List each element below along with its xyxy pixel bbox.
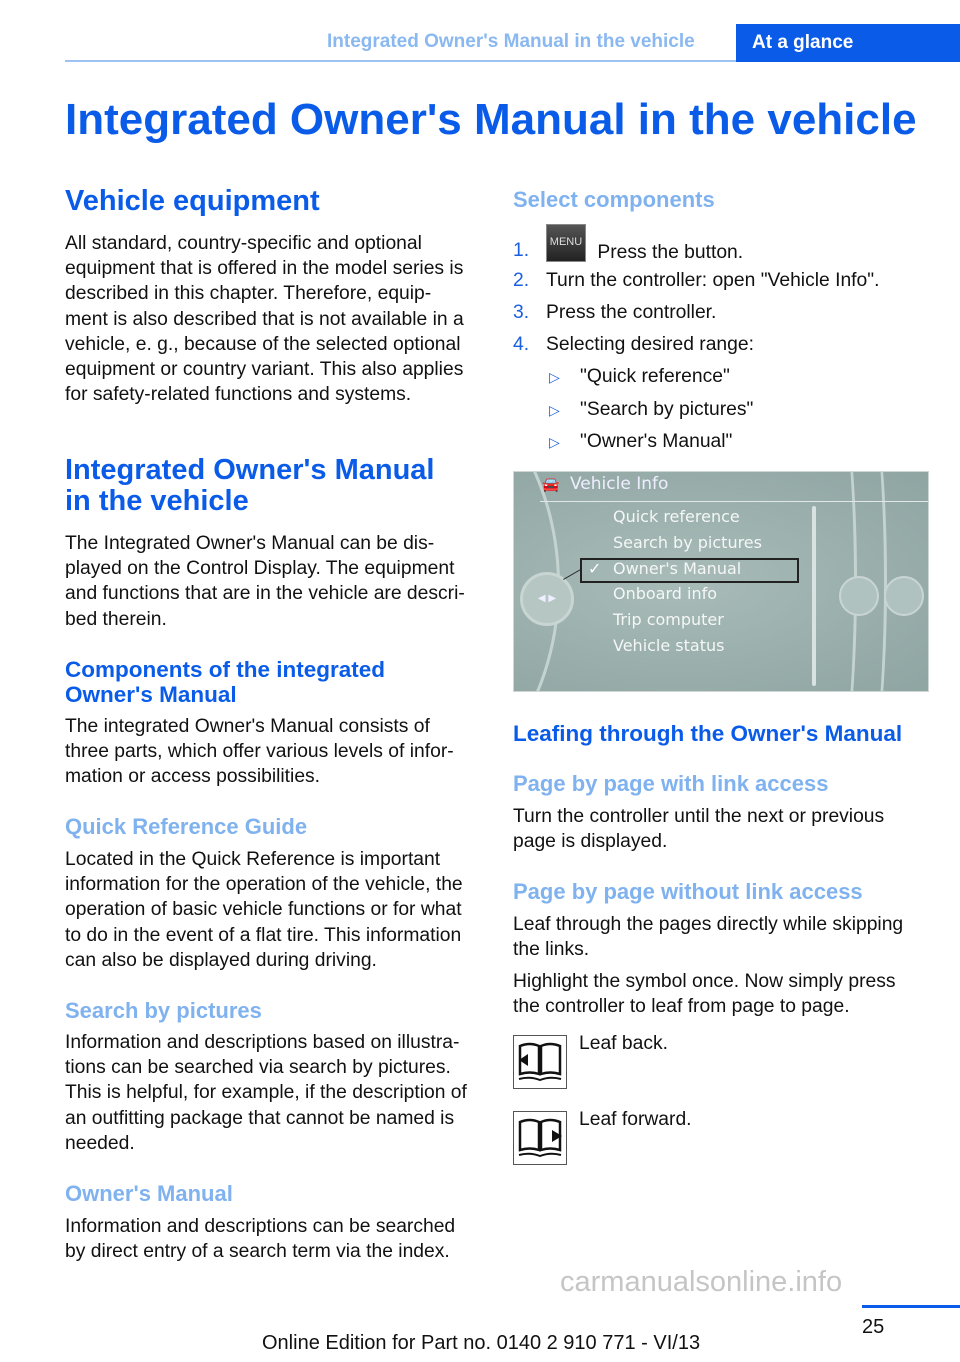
- heading-vehicle-equipment: Vehicle equipment: [65, 185, 320, 217]
- triangle-bullet-icon: ▷: [549, 369, 560, 385]
- text-line: the links.: [513, 939, 590, 961]
- text-line: needed.: [65, 1132, 135, 1154]
- text-line: played on the Control Display. The equipment: [65, 558, 455, 580]
- para-owners-manual: [65, 1214, 455, 1264]
- triangle-bullet-icon: ▷: [549, 434, 560, 450]
- controller-knob-icon: ◀ ▶: [520, 572, 574, 626]
- heading-components: [65, 657, 385, 707]
- manual-page: Integrated Owner's Manual in the vehicle At a glance Integrated Owner's Manual in the vehicle Vehicle equipment All standard, country-specific and optional equipment that is offered in the model series is described in this chapter. Therefore, equip- ment is also described that is not available in a vehicle, e. g., because of the selected optional equipment or country variant. This also applies for safety-related functions and systems. Integrated Owner's Manual in the vehicle The Integrated Owner's Manual can be dis- played on the Control Display. The equipment and functions that are in the vehicle are descri- bed therein. Components of the integrated Owner's Manual The integrated Owner's Manual consists of three parts, which offer various levels of infor- mation or access possibilities. Quick Reference Guide Located in the Quick Reference is important information for the operation of the vehicle, the operation of basic vehicle functions or for what to do in the event of a flat tire. This information can also be displayed during driving. Search by pictures Information and descriptions based on illustra- tions can be searched via search by pictures. This is helpful, for example, if the description of an outfitting package that cannot be named is needed. Owner's Manual Information and descriptions can be searched by direct entry of a search term via the index. Select components 1. MENU Press the button. 2. Turn the controller: open "Vehicle Info". 3. Press the controller. 4. Selecting desired range: ▷ "Quick reference" ▷ "Search by pictures" ▷ "Owner's Manual" 🚘 Vehicle Info ◀ ▶ ✓ Quick reference Search by pictures Owner's Manual Onboard info Trip computer Vehicle status Leafing through the Owner's Manual Page by page with link access Turn the controller until the next or previous page is displayed. Page by page without link access Leaf through the pages directly while skipping the links. Highlight the symbol once. Now simply press the controller to leaf from page to page. Leaf back. Leaf forward. carmanualsonline.info 25 Online Edition for Part no. 0140 2 910 771 - VI/13: [0, 0, 960, 1362]
- text-line: ment is also described that is not available in a: [65, 308, 464, 330]
- text-line: in the vehicle: [65, 485, 249, 517]
- heading-with-link-access: Page by page with link access: [513, 771, 829, 796]
- para-highlight-symbol: [513, 969, 896, 1019]
- text-line: Information and descriptions can be searched: [65, 1216, 456, 1237]
- text-line: Highlight the symbol once. Now simply press: [513, 971, 896, 992]
- step-text: Press the button.: [597, 242, 744, 264]
- para-with-link-access: [513, 804, 884, 854]
- text-line: Located in the Quick Reference is important: [65, 849, 441, 870]
- step-number: 1.: [513, 240, 530, 261]
- step-number: 2.: [513, 270, 530, 291]
- right-knob-icon: [884, 576, 924, 616]
- leaf-back-label: Leaf back.: [579, 1033, 668, 1054]
- step-number: 4.: [513, 334, 530, 355]
- menu-item-quick-reference: Quick reference: [613, 507, 740, 526]
- scroll-bar: [812, 506, 816, 686]
- heading-integrated-manual: [65, 455, 434, 517]
- step-number: 3.: [513, 302, 530, 323]
- header-section-title: Integrated Owner's Manual in the vehicle: [327, 31, 695, 52]
- text-line: All standard, country-specific and optional: [65, 233, 422, 254]
- menu-item-search-by-pictures: Search by pictures: [613, 533, 762, 552]
- heading-owners-manual: Owner's Manual: [65, 1181, 233, 1206]
- text-line: page is displayed.: [513, 831, 668, 853]
- step-text: Turn the controller: open "Vehicle Info".: [546, 270, 880, 291]
- header-chapter-tab: [736, 24, 960, 62]
- text-line: equipment or country variant. This also applies: [65, 359, 464, 381]
- step-text: Press the controller.: [546, 302, 717, 323]
- text-line: to do in the event of a flat tire. This information: [65, 924, 462, 946]
- text-line: three parts, which offer various levels of infor-: [65, 741, 454, 763]
- text-line: the controller to leaf from page to page.: [513, 996, 850, 1018]
- right-knob-icon: [839, 576, 879, 616]
- text-line: information for the operation of the vehicle, the: [65, 874, 463, 896]
- text-line: This is helpful, for example, if the description of: [65, 1082, 467, 1104]
- leaf-forward-icon: [513, 1111, 567, 1165]
- text-line: vehicle, e. g., because of the selected optional: [65, 333, 461, 355]
- text-line: Integrated Owner's Manual: [65, 454, 435, 486]
- checkmark-icon: ✓: [588, 561, 602, 578]
- step-text: Selecting desired range:: [546, 334, 754, 355]
- heading-leafing: Leafing through the Owner's Manual: [513, 721, 903, 746]
- footer-edition: Online Edition for Part no. 0140 2 910 771 - VI/13: [262, 1332, 701, 1354]
- header-chapter-label: At a glance: [752, 32, 854, 53]
- menu-button-icon: MENU: [546, 224, 586, 262]
- leaf-back-icon: [513, 1035, 567, 1089]
- text-line: and functions that are in the vehicle are descri-: [65, 583, 465, 605]
- heading-quick-reference: Quick Reference Guide: [65, 814, 308, 839]
- menu-item-trip-computer: Trip computer: [613, 610, 724, 629]
- car-icon: 🚘: [542, 476, 560, 492]
- para-quick-reference: [65, 847, 463, 973]
- menu-item-onboard-info: Onboard info: [613, 584, 718, 603]
- text-line: The Integrated Owner's Manual can be dis-: [65, 533, 435, 554]
- text-line: equipment that is offered in the model series is: [65, 258, 464, 280]
- text-line: an outfitting package that cannot be named is: [65, 1107, 455, 1129]
- control-display-screenshot: [513, 471, 929, 692]
- para-integrated-manual: [65, 531, 465, 632]
- text-line: can also be displayed during driving.: [65, 949, 377, 971]
- screen-title: Vehicle Info: [570, 474, 669, 494]
- text-line: Owner's Manual: [65, 682, 237, 707]
- screen-title-rule: [540, 501, 929, 502]
- text-line: Components of the integrated: [65, 657, 385, 682]
- triangle-bullet-icon: ▷: [549, 402, 560, 418]
- watermark: carmanualsonline.info: [560, 1266, 843, 1298]
- text-line: by direct entry of a search term via the index.: [65, 1241, 450, 1263]
- page-title: Integrated Owner's Manual in the vehicle: [65, 95, 917, 144]
- text-line: Leaf through the pages directly while skipping: [513, 914, 904, 935]
- text-line: mation or access possibilities.: [65, 766, 321, 788]
- para-components: [65, 714, 454, 790]
- heading-without-link-access: Page by page without link access: [513, 879, 863, 904]
- para-search-pictures: [65, 1030, 467, 1156]
- heading-search-pictures: Search by pictures: [65, 998, 262, 1023]
- footer-rule: [862, 1305, 960, 1308]
- step-1: [513, 238, 913, 268]
- text-line: Information and descriptions based on illustra-: [65, 1032, 460, 1053]
- text-line: The integrated Owner's Manual consists of: [65, 716, 430, 737]
- menu-item-vehicle-status: Vehicle status: [613, 636, 725, 655]
- text-line: for safety-related functions and systems.: [65, 384, 412, 406]
- text-line: operation of basic vehicle functions or for what: [65, 899, 462, 921]
- text-line: tions can be searched via search by pictures.: [65, 1057, 451, 1079]
- heading-select-components: Select components: [513, 187, 715, 212]
- text-line: described in this chapter. Therefore, equip-: [65, 283, 432, 305]
- text-line: Turn the controller until the next or previous: [513, 806, 885, 827]
- text-line: bed therein.: [65, 608, 167, 630]
- leaf-forward-label: Leaf forward.: [579, 1109, 692, 1130]
- header-divider: [65, 60, 736, 62]
- para-without-link-access: [513, 912, 903, 962]
- page-number: 25: [862, 1316, 885, 1338]
- para-vehicle-equipment: [65, 231, 464, 407]
- menu-item-owners-manual: Owner's Manual: [613, 559, 742, 578]
- pointer-line: [563, 569, 581, 580]
